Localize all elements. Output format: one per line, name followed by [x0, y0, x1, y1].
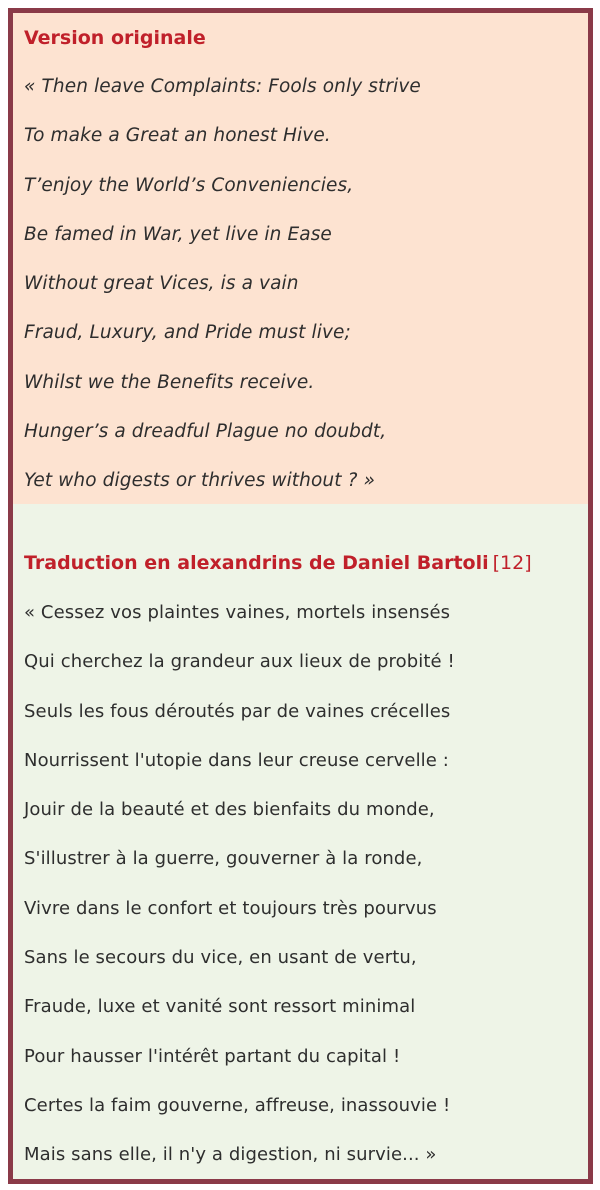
verse-line: T’enjoy the World’s Conveniencies, [24, 174, 354, 196]
translation-heading-text: Traduction en alexandrins de Daniel Bartoli [24, 552, 489, 574]
translation-heading [24, 504, 588, 576]
verse-line: Mais sans elle, il n'y a digestion, ni survie... » [24, 1144, 437, 1166]
translation-verse-list [24, 588, 588, 1180]
verse-line: S'illustrer à la guerre, gouverner à la ronde, [24, 848, 423, 870]
verse-line: Sans le secours du vice, en usant de vertu, [24, 947, 417, 969]
verse-line: Certes la faim gouverne, affreuse, inassouvie ! [24, 1094, 451, 1116]
verse-line: Hunger’s a dreadful Plague no doubdt, [24, 421, 387, 443]
verse-line: Vivre dans le confort et toujours très pourvus [24, 897, 437, 919]
translation-section [13, 504, 588, 1179]
verse-line: Yet who digests or thrives without ? » [24, 470, 375, 492]
poem-box [8, 8, 593, 1184]
verse-line: Fraud, Luxury, and Pride must live; [24, 322, 351, 344]
verse-line: Be famed in War, yet live in Ease [24, 223, 332, 245]
original-version-section [13, 13, 588, 504]
verse-line: Jouir de la beauté et des bienfaits du monde, [24, 799, 435, 821]
verse-line: Fraude, luxe et vanité sont ressort minimal [24, 996, 416, 1018]
verse-line: To make a Great an honest Hive. [24, 125, 331, 147]
verse-line: Pour hausser l'intérêt partant du capital ! [24, 1045, 401, 1067]
verse-line: Nourrissent l'utopie dans leur creuse cervelle : [24, 749, 449, 771]
verse-line: Seuls les fous déroutés par de vaines crécelles [24, 700, 451, 722]
verse-line: Qui cherchez la grandeur aux lieux de probité ! [24, 651, 455, 673]
original-version-heading: Version originale [24, 27, 206, 49]
original-verse-list [24, 62, 588, 506]
footnote-reference-link[interactable]: [12] [492, 552, 532, 574]
verse-line: « Cessez vos plaintes vaines, mortels insensés [24, 602, 451, 623]
verse-line: Without great Vices, is a vain [24, 273, 299, 295]
verse-line: Whilst we the Benefits receive. [24, 371, 315, 393]
verse-line: « Then leave Complaints: Fools only strive [24, 76, 421, 97]
